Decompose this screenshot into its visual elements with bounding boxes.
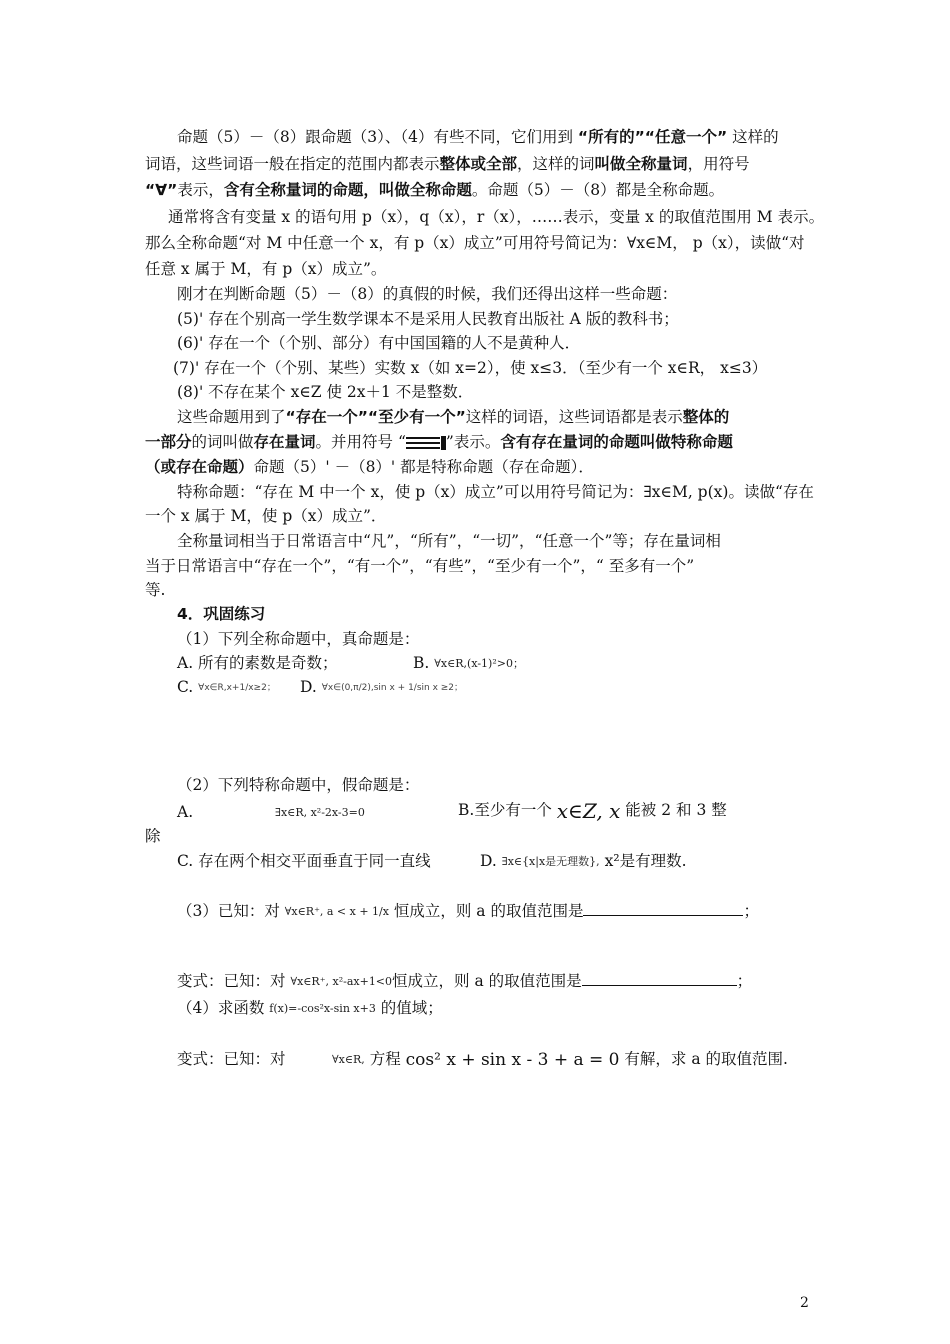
para5-line1: 特称命题：“存在 M 中一个 x，使 p（x）成立”可以用符号简记为：∃x∈M, p(x)。读做“存在 — [177, 483, 814, 501]
text: ； — [743, 902, 759, 920]
page-number: 2 — [800, 1295, 809, 1311]
math-expression: x∈Z, x — [556, 799, 621, 823]
q2-option-a-expr — [275, 801, 365, 824]
exists-symbol-icon — [406, 436, 446, 450]
variant-2-label: 变式：已知：对 — [177, 1050, 286, 1068]
bold-text: 一部分 — [145, 433, 192, 451]
bold-text: 整体或全部 — [439, 155, 518, 173]
math-expression: ∃x∈{x|x是无理数}, — [501, 855, 600, 868]
bold-text: 含有存在量词的命题叫做特称命题 — [500, 433, 733, 451]
para6-line1: 全称量词相当于日常语言中“凡”，“所有”，“一切”，“任意一个”等；存在量词相 — [177, 532, 721, 550]
text: 变式：已知：对 — [177, 972, 291, 990]
question-1: （1）下列全称命题中，真命题是： — [177, 630, 420, 648]
math-expression: ∀x∈(0,π/2),sin x + 1/sin x ≥2； — [321, 683, 464, 693]
bold-text: （或存在命题） — [145, 458, 254, 476]
text: 命题（5）' －（8）' 都是特称命题（存在命题）． — [253, 458, 594, 476]
math-expression: ∀x∈R⁺, a < x + 1/x — [284, 905, 389, 918]
para1-line3 — [145, 179, 724, 201]
para2-line2: 那么全称命题“对 M 中任意一个 x，有 p（x）成立”可用符号简记为：∀x∈M， p（x），读做“对 — [145, 234, 805, 252]
para2-line1: 通常将含有变量 x 的语句用 p（x），q（x），r（x），……表示，变量 x 的取值范围用 M 表示。 — [168, 208, 825, 226]
math-expression: ∀x∈R,x+1/x≥2； — [198, 683, 276, 693]
math-expression: ∃x∈R, x²-2x-3=0 — [275, 806, 365, 819]
text: 方程 — [364, 1050, 406, 1068]
option-label: C. — [177, 678, 194, 696]
option-label: D. — [300, 678, 317, 696]
text: 的值域； — [375, 999, 443, 1017]
math-expression: ∀x∈R⁺, x²-ax+1<0 — [290, 975, 393, 988]
text: ，这样的词 — [517, 155, 595, 173]
bold-text: 含有全称量词的命题，叫做全称命题 — [223, 181, 472, 199]
text: （4）求函数 — [177, 999, 270, 1017]
option-label: B. — [413, 654, 430, 672]
text: 。命题（5）－（8）都是全称命题。 — [471, 181, 725, 199]
answer-blank[interactable] — [582, 971, 737, 986]
text: 能被 2 和 3 整 — [620, 801, 727, 819]
text: 恒成立，则 a 的取值范围是 — [388, 902, 584, 920]
para3-line3: (6)' 存在一个（个别、部分）有中国国籍的人不是黄种人． — [177, 334, 581, 352]
answer-blank[interactable] — [583, 901, 743, 916]
bold-text: 整体的 — [682, 408, 730, 426]
question-2: （2）下列特称命题中，假命题是： — [177, 776, 420, 794]
bold-text: “存在一个”“至少有一个” — [285, 408, 466, 426]
para3-line2: (5)' 存在个别高一学生数学课本不是采用人民教育出版社 A 版的教科书； — [177, 310, 679, 328]
para5-line2: 一个 x 属于 M，使 p（x）成立”． — [145, 507, 387, 525]
bold-text: “所有的”“任意一个” — [577, 128, 728, 146]
text: 表示， — [177, 181, 224, 199]
text: 词语，这些词语一般在指定的范围内都表示 — [145, 155, 440, 173]
q2-option-b-cont: 除 — [145, 827, 161, 845]
math-expression: f(x)=-cos²x-sin x+3 — [269, 1002, 376, 1015]
text: 有解，求 a 的取值范围. — [619, 1050, 788, 1068]
text: ； — [736, 972, 753, 990]
text: 这样的词语，这些词语都是表示 — [465, 408, 683, 426]
text: 恒成立，则 a 的取值范围是 — [392, 972, 582, 990]
q1-option-b — [413, 652, 524, 675]
para4-line1 — [177, 406, 729, 428]
question-4 — [177, 997, 443, 1020]
text: ，用符号 — [687, 155, 750, 173]
para6-line3: 等. — [145, 581, 166, 599]
para1-line2 — [145, 153, 750, 175]
text: B.至少有一个 — [458, 801, 557, 819]
forall-symbol: “∀” — [145, 181, 178, 199]
para2-line3: 任意 x 属于 M，有 p（x）成立”。 — [145, 260, 387, 278]
variant-2 — [332, 1048, 788, 1071]
text: 的词叫做 — [191, 433, 254, 451]
q1-option-a: A. 所有的素数是奇数； — [177, 654, 338, 672]
text: 这样的 — [727, 128, 779, 146]
text: （3）已知：对 — [177, 902, 285, 920]
variant-1 — [177, 970, 752, 993]
para1-line1 — [177, 126, 779, 148]
q1-option-c — [177, 676, 276, 699]
para3-line5: (8)' 不存在某个 x∈Z 使 2x＋1 不是整数． — [177, 383, 474, 401]
bold-text: 叫做全称量词 — [594, 155, 688, 173]
q2-option-c: C. 存在两个相交平面垂直于同一直线 — [177, 852, 431, 870]
q1-option-d — [300, 676, 463, 699]
para3-line1: 刚才在判断命题（5）－（8）的真假的时候，我们还得出这样一些命题： — [177, 285, 678, 303]
bold-text: 存在量词 — [253, 433, 316, 451]
math-expression: cos² x + sin x - 3 + a = 0 — [405, 1050, 620, 1070]
section-title: 4．巩固练习 — [177, 605, 266, 623]
para4-line3 — [145, 456, 594, 478]
q2-option-a — [177, 801, 193, 823]
math-expression: ∀x∈R, — [332, 1053, 365, 1066]
para3-line4: (7)' 存在一个（个别、某些）实数 x（如 x=2），使 x≤3．（至少有一个 x∈R， x≤3） — [173, 359, 768, 377]
para6-line2: 当于日常语言中“存在一个”，“有一个”，“有些”，“至少有一个”，“ 至多有一个” — [145, 557, 695, 575]
text: ”表示。 — [445, 433, 501, 451]
math-expression: ∀x∈R,(x-1)²>0； — [434, 657, 524, 670]
q2-option-d — [480, 850, 687, 873]
text: 。并用符号 “ — [315, 433, 406, 451]
text: x²是有理数. — [604, 852, 687, 870]
question-3 — [177, 900, 759, 923]
q2-option-b — [458, 799, 727, 822]
para4-line2 — [145, 431, 733, 453]
text: 这些命题用到了 — [177, 408, 286, 426]
option-label: D. — [480, 852, 497, 870]
option-label: A. — [177, 803, 194, 821]
text: 命题（5）－（8）跟命题（3）、（4）有些不同，它们用到 — [177, 128, 578, 146]
